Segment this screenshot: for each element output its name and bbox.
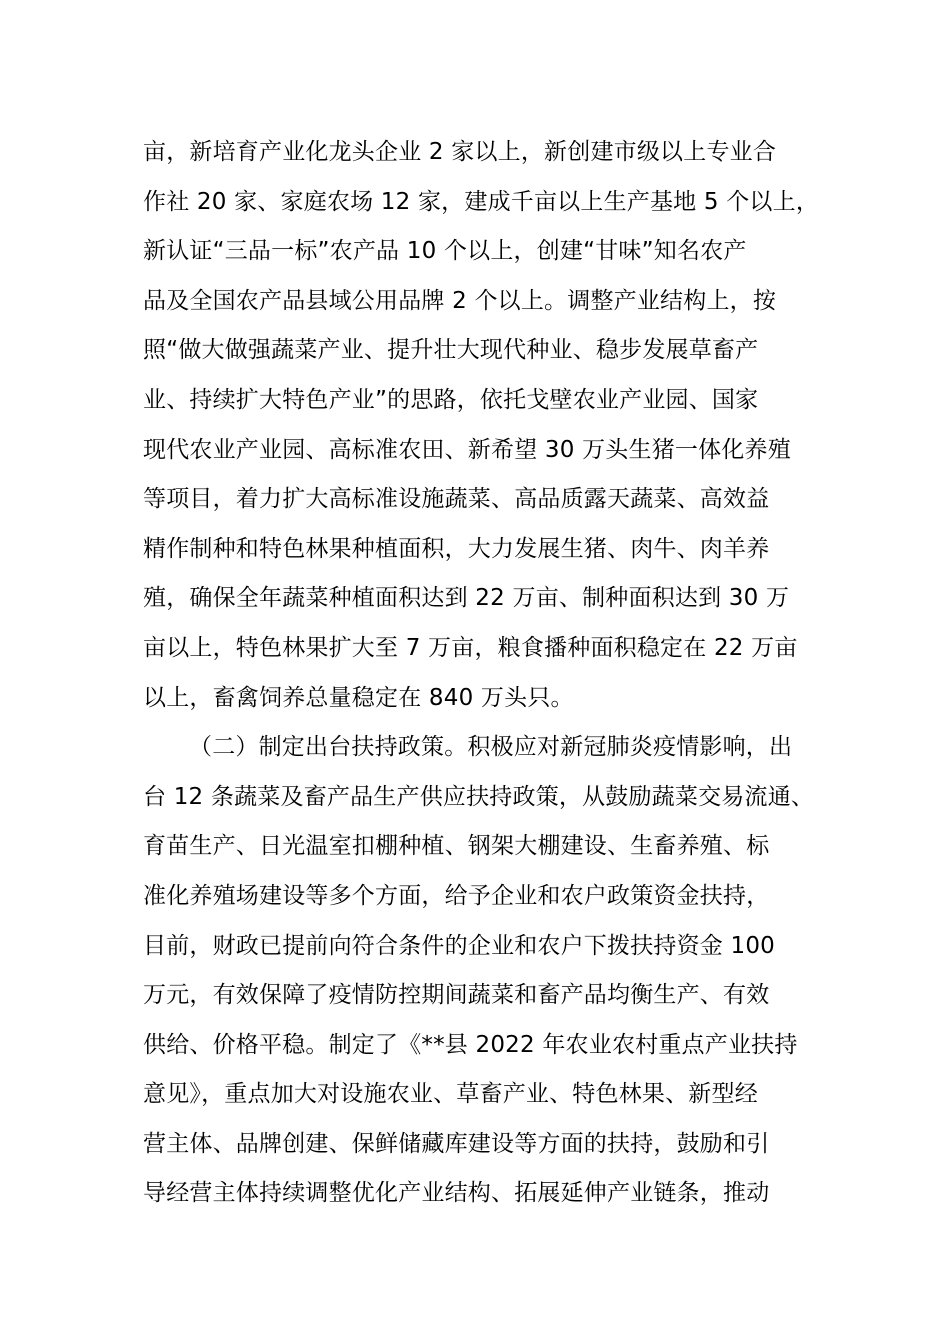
- text-line: 等项目，着力扩大高标准设施蔬菜、高品质露天蔬菜、高效益: [143, 486, 770, 513]
- document-body: [143, 128, 843, 1219]
- text-line: 业、持续扩大特色产业”的思路，依托戈壁农业产业园、国家: [143, 386, 759, 413]
- text-line: 照“做大做强蔬菜产业、提升壮大现代种业、稳步发展草畜产: [143, 337, 759, 364]
- text-line: 万元，有效保障了疫情防控期间蔬菜和畜产品均衡生产、有效: [143, 982, 770, 1009]
- text-line: 亩，新培育产业化龙头企业 2 家以上，新创建市级以上专业合: [143, 139, 777, 165]
- section-heading-line: （二）制定出台扶持政策。积极应对新冠肺炎疫情影响，出: [189, 734, 793, 761]
- text-line: 台 12 条蔬菜及畜产品生产供应扶持政策，从鼓励蔬菜交易流通、: [143, 783, 815, 810]
- text-line: 殖，确保全年蔬菜种植面积达到 22 万亩、制种面积达到 30 万: [143, 585, 790, 612]
- text-line: 以上，畜禽饲养总量稳定在 840 万头只。: [143, 684, 574, 711]
- text-line: 营主体、品牌创建、保鲜储藏库建设等方面的扶持，鼓励和引: [143, 1130, 770, 1157]
- text-line: 精作制种和特色林果种植面积，大力发展生猪、肉牛、肉羊养: [143, 535, 770, 562]
- text-line: 作社 20 家、家庭农场 12 家，建成千亩以上生产基地 5 个以上，: [143, 188, 820, 215]
- text-line: 品及全国农产品县域公用品牌 2 个以上。调整产业结构上，按: [143, 287, 777, 314]
- text-line: 供给、价格平稳。制定了《**县 2022 年农业农村重点产业扶持: [143, 1031, 798, 1058]
- text-line: 亩以上，特色林果扩大至 7 万亩，粮食播种面积稳定在 22 万亩: [143, 634, 798, 661]
- text-line: 育苗生产、日光温室扣棚种植、钢架大棚建设、生畜养殖、标: [143, 833, 770, 860]
- text-line: 目前，财政已提前向符合条件的企业和农户下拨扶持资金 100: [143, 932, 776, 959]
- text-line: 准化养殖场建设等多个方面，给予企业和农户政策资金扶持，: [143, 882, 770, 909]
- text-line: 现代农业产业园、高标准农田、新希望 30 万头生猪一体化养殖: [143, 436, 791, 463]
- text-line: 意见》，重点加大对设施农业、草畜产业、特色林果、新型经: [143, 1081, 758, 1108]
- text-line: 新认证“三品一标”农产品 10 个以上，创建“甘味”知名农产: [143, 238, 747, 265]
- text-line: 导经营主体持续调整优化产业结构、拓展延伸产业链条，推动: [143, 1180, 770, 1207]
